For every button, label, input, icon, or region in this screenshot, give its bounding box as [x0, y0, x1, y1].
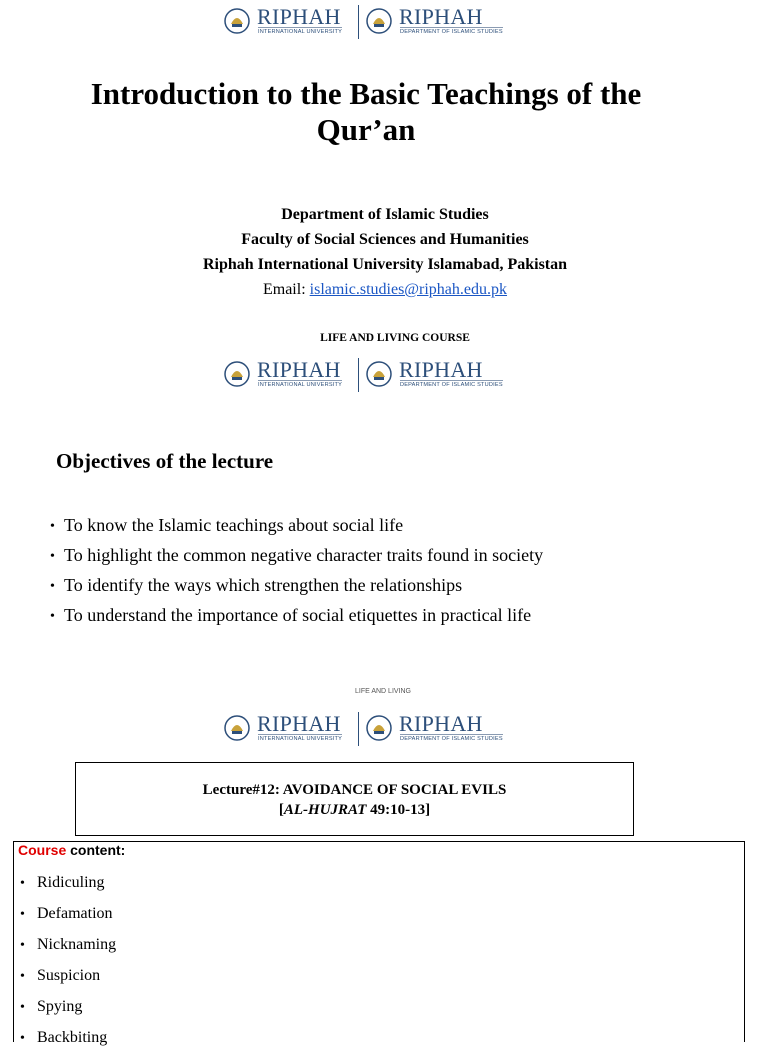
list-item: • Defamation [20, 899, 116, 930]
logo-divider [358, 712, 359, 746]
bullet-icon: • [50, 519, 55, 534]
logo-divider [358, 358, 359, 392]
logo-divider [358, 5, 359, 39]
riphah-emblem-icon [224, 7, 250, 35]
objectives-list [50, 511, 543, 631]
objective-item: • To know the Islamic teachings about social life [50, 511, 543, 541]
list-item: • Ridiculing [20, 868, 116, 899]
bullet-icon: • [20, 969, 25, 984]
objective-item: • To understand the importance of social etiquettes in practical life [50, 601, 543, 631]
logo-subtitle: DEPARTMENT OF ISLAMIC STUDIES [400, 382, 503, 388]
objective-item: • To highlight the common negative character traits found in society [50, 541, 543, 571]
surah-name: AL-HUJRAT [283, 802, 367, 818]
logo-subtitle: INTERNATIONAL UNIVERSITY [258, 382, 343, 388]
riphah-emblem-icon [224, 714, 250, 742]
riphah-university-logo [224, 5, 354, 39]
list-item: • Backbiting [20, 1023, 116, 1054]
logo-subtitle: INTERNATIONAL UNIVERSITY [258, 29, 343, 35]
islamic-studies-logo [366, 5, 504, 39]
list-item: • Suspicion [20, 961, 116, 992]
footer-tag: LIFE AND LIVING [354, 688, 412, 695]
list-item: • Spying [20, 992, 116, 1023]
bullet-icon: • [20, 876, 25, 891]
page-title: Introduction to the Basic Teachings of the Qur’an [90, 76, 642, 147]
riphah-emblem-icon [366, 7, 392, 35]
riphah-university-logo [224, 712, 354, 746]
bullet-icon: • [50, 549, 55, 564]
bullet-icon: • [20, 907, 25, 922]
lecture-title: Lecture#12: AVOIDANCE OF SOCIAL EVILS [202, 782, 507, 798]
logo-wordmark: RIPHAH [257, 357, 341, 382]
objective-item: • To identify the ways which strengthen the relationships [50, 571, 543, 601]
riphah-logo-banner [224, 5, 504, 39]
islamic-studies-logo [366, 358, 504, 392]
logo-wordmark: RIPHAH [257, 4, 341, 29]
logo-wordmark: RIPHAH [399, 357, 483, 382]
course-tag: LIFE AND LIVING COURSE [320, 332, 470, 344]
bullet-icon: • [50, 609, 55, 624]
islamic-studies-logo [366, 712, 504, 746]
logo-subtitle: DEPARTMENT OF ISLAMIC STUDIES [400, 29, 503, 35]
logo-subtitle: DEPARTMENT OF ISLAMIC STUDIES [400, 736, 503, 742]
riphah-emblem-icon [366, 714, 392, 742]
bullet-icon: • [20, 1031, 25, 1046]
riphah-university-logo [224, 358, 354, 392]
bullet-icon: • [20, 938, 25, 953]
university-name: Riphah International University Islamabad, Pakistan [202, 256, 568, 273]
email-line [90, 281, 680, 299]
riphah-emblem-icon [366, 360, 392, 388]
logo-wordmark: RIPHAH [399, 4, 483, 29]
logo-subtitle: INTERNATIONAL UNIVERSITY [258, 736, 343, 742]
email-label: Email: [262, 281, 306, 298]
email-link[interactable]: islamic.studies@riphah.edu.pk [309, 281, 508, 298]
course-content-heading: Course content: [18, 842, 126, 858]
department-name: Department of Islamic Studies [281, 206, 489, 223]
logo-wordmark: RIPHAH [257, 711, 341, 736]
faculty-name: Faculty of Social Sciences and Humanities [241, 231, 529, 248]
lecture-reference: [AL-HUJRAT 49:10-13] [278, 802, 431, 818]
lecture-title-box [75, 762, 634, 836]
riphah-emblem-icon [224, 360, 250, 388]
bullet-icon: • [50, 579, 55, 594]
bullet-icon: • [20, 1000, 25, 1015]
course-content-box [13, 841, 745, 1046]
riphah-logo-banner [224, 712, 504, 746]
logo-wordmark: RIPHAH [399, 711, 483, 736]
course-content-list [20, 868, 116, 1054]
objectives-heading: Objectives of the lecture [56, 449, 274, 473]
verse-range: 49:10-13] [366, 802, 431, 818]
riphah-logo-banner [224, 358, 504, 392]
list-item: • Nicknaming [20, 930, 116, 961]
